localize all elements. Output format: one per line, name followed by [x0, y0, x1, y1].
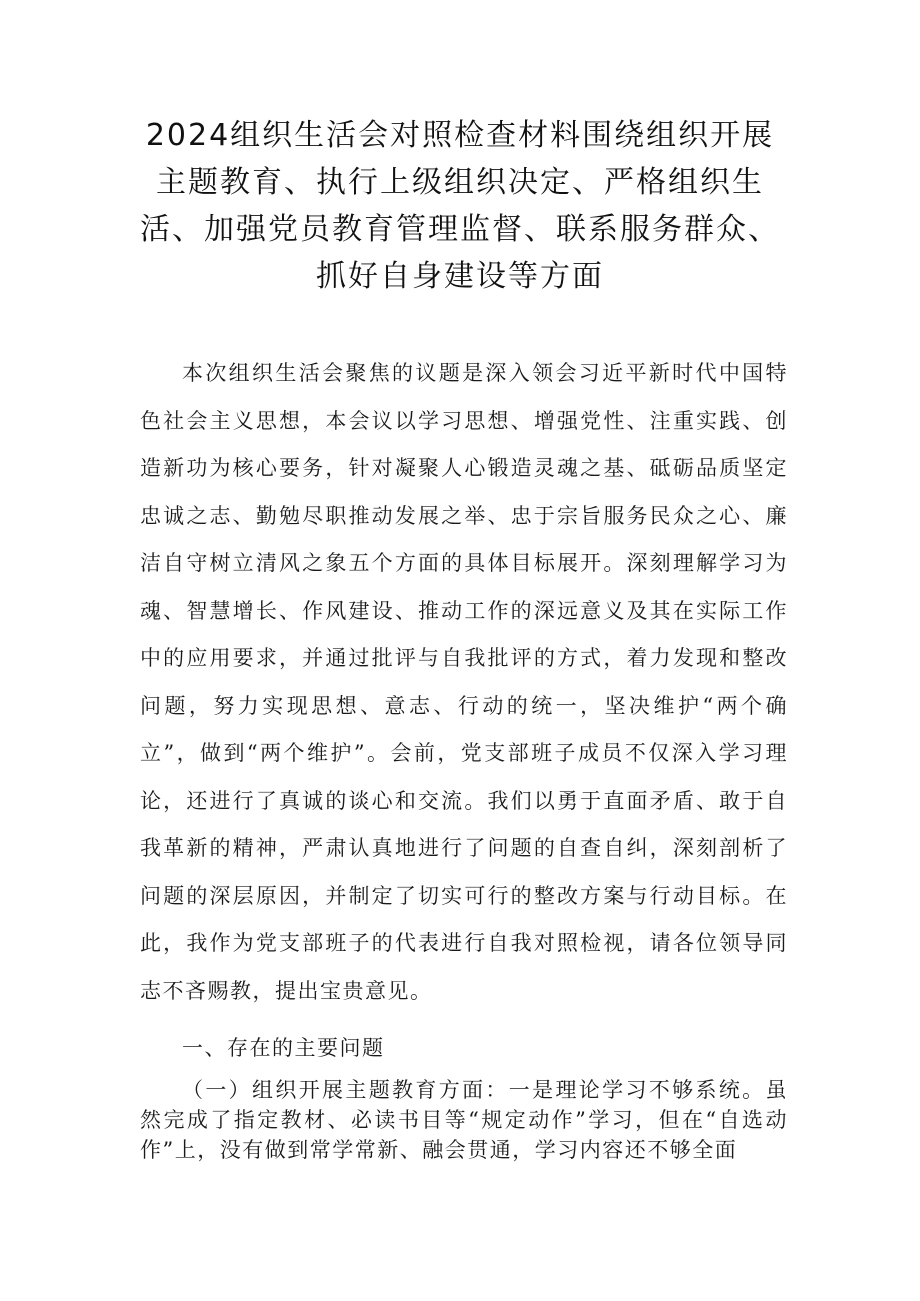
section-heading: 一、存在的主要问题 — [182, 1036, 385, 1060]
document-body — [140, 350, 788, 1165]
document-title: 2024组织生活会对照检查材料围绕组织开展主题教育、执行上级组织决定、严格组织生活、加强党员教育管理监督、联系服务群众、抓好自身建设等方面 — [140, 118, 780, 294]
section-paragraph: （一）组织开展主题教育方面：一是理论学习不够系统。虽然完成了指定教材、必读书目等“规定动作”学习，但在“自选动作”上，没有做到常学常新、融会贯通，学习内容还不够全面 — [140, 1077, 788, 1162]
intro-paragraph: 本次组织生活会聚焦的议题是深入领会习近平新时代中国特色社会主义思想，本会议以学习思想、增强党性、注重实践、创造新功为核心要务，针对凝聚人心锻造灵魂之基、砥砺品质坚定忠诚之志、勤勉尽职推动发展之举、忠于宗旨服务民众之心、廉洁自守树立清风之象五个方面的具体目标展开。深刻理解学习为魂、智慧增长、作风建设、推动工作的深远意义及其在实际工作中的应用要求，并通过批评与自我批评的方式，着力发现和整改问题，努力实现思想、意志、行动的统一，坚决维护“两个确立”，做到“两个维护”。会前，党支部班子成员不仅深入学习理论，还进行了真诚的谈心和交流。我们以勇于直面矛盾、敢于自我革新的精神，严肃认真地进行了问题的自查自纠，深刻剖析了问题的深层原因，并制定了切实可行的整改方案与行动目标。在此，我作为党支部班子的代表进行自我对照检视，请各位领导同志不吝赐教，提出宝贵意见。 — [140, 361, 788, 1003]
